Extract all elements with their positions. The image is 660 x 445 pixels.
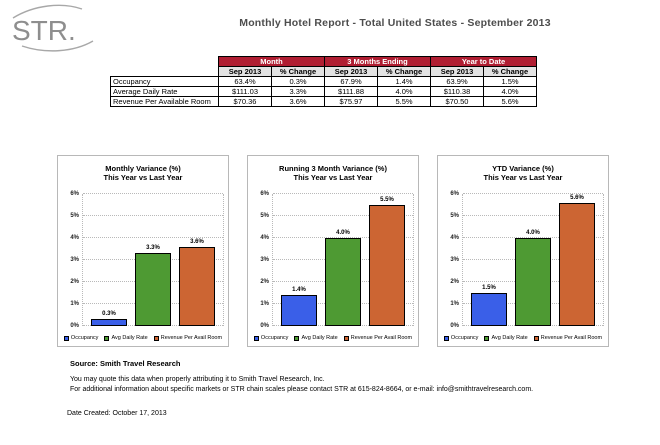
- plot-area: [272, 194, 414, 326]
- legend-item-revenue-per-avail-room: [344, 335, 412, 341]
- cell-value: 4.0%: [484, 87, 537, 97]
- legend-swatch-icon: [154, 336, 159, 341]
- cell-value: 1.5%: [484, 77, 537, 87]
- summary-table: [110, 56, 537, 107]
- page-title: Monthly Hotel Report - Total United States - September 2013: [239, 17, 551, 29]
- y-tick-label: 4%: [450, 235, 459, 241]
- plot-area: [462, 194, 604, 326]
- bar-avg-daily-rate: [515, 238, 551, 326]
- y-tick-label: 3%: [450, 257, 459, 263]
- bar-revenue-per-avail-room: [179, 247, 215, 326]
- y-tick-label: 1%: [450, 301, 459, 307]
- chart-panel-3: [437, 155, 609, 347]
- col-header: Sep 2013: [219, 67, 272, 77]
- str-logo: [10, 4, 100, 52]
- chart-legend: [438, 335, 608, 341]
- cell-value: 4.0%: [378, 87, 431, 97]
- legend-swatch-icon: [444, 336, 449, 341]
- chart-title: Running 3 Month Variance (%): [279, 164, 387, 173]
- y-tick-label: 5%: [450, 213, 459, 219]
- bar-value-label: 5.6%: [570, 195, 584, 201]
- cell-value: $111.03: [219, 87, 272, 97]
- legend-label: Revenue Per Avail Room: [540, 335, 603, 341]
- legend-swatch-icon: [104, 336, 109, 341]
- plot-area: [82, 194, 224, 326]
- bar-value-label: 4.0%: [526, 230, 540, 236]
- legend-item-occupancy: [254, 335, 289, 341]
- cell-value: 63.4%: [219, 77, 272, 87]
- row-label: Occupancy: [111, 77, 219, 87]
- row-label: Average Daily Rate: [111, 87, 219, 97]
- bar-value-label: 0.3%: [102, 311, 116, 317]
- legend-label: Avg Daily Rate: [301, 335, 338, 341]
- bar-avg-daily-rate: [135, 253, 171, 326]
- cell-value: $111.88: [325, 87, 378, 97]
- legend-item-avg-daily-rate: [484, 335, 527, 341]
- y-tick-label: 6%: [450, 191, 459, 197]
- y-tick-label: 0%: [260, 323, 269, 329]
- y-tick-label: 3%: [70, 257, 79, 263]
- chart-legend: [248, 335, 418, 341]
- chart-panel-1: [57, 155, 229, 347]
- logo-text: STR.: [12, 15, 76, 46]
- chart-subtitle: This Year vs Last Year: [293, 173, 373, 182]
- grid-line: [83, 237, 223, 238]
- y-tick-label: 2%: [70, 279, 79, 285]
- charts-row: [57, 155, 609, 347]
- bar-value-label: 3.3%: [146, 245, 160, 251]
- chart-subtitle: This Year vs Last Year: [483, 173, 563, 182]
- col-header: Sep 2013: [325, 67, 378, 77]
- legend-item-revenue-per-avail-room: [534, 335, 602, 341]
- col-header: Sep 2013: [431, 67, 484, 77]
- date-created: Date Created: October 17, 2013: [67, 410, 167, 417]
- bar-occupancy: [471, 293, 507, 326]
- col-header: % Change: [272, 67, 325, 77]
- chart-legend: [58, 335, 228, 341]
- legend-item-occupancy: [444, 335, 479, 341]
- y-tick-label: 0%: [70, 323, 79, 329]
- group-header-ytd: Year to Date: [431, 57, 537, 67]
- bar-value-label: 3.6%: [190, 239, 204, 245]
- col-header: % Change: [484, 67, 537, 77]
- table-group-header-row: [111, 57, 537, 67]
- y-tick-label: 5%: [70, 213, 79, 219]
- bar-value-label: 1.5%: [482, 285, 496, 291]
- y-tick-label: 6%: [260, 191, 269, 197]
- legend-swatch-icon: [294, 336, 299, 341]
- cell-value: $110.38: [431, 87, 484, 97]
- str-logo-icon: [10, 4, 100, 52]
- footer-note-1: You may quote this data when properly attributing it to Smith Travel Research, Inc.: [70, 376, 325, 383]
- group-header-month: Month: [219, 57, 325, 67]
- bar-value-label: 5.5%: [380, 197, 394, 203]
- y-tick-label: 4%: [70, 235, 79, 241]
- source-line: Source: Smith Travel Research: [70, 359, 181, 368]
- y-tick-label: 3%: [260, 257, 269, 263]
- legend-label: Avg Daily Rate: [491, 335, 528, 341]
- table-row-occupancy: [111, 77, 537, 87]
- bar-avg-daily-rate: [325, 238, 361, 326]
- bar-occupancy: [281, 295, 317, 326]
- chart-title: Monthly Variance (%): [105, 164, 181, 173]
- table-row-revpar: [111, 97, 537, 107]
- cell-value: 5.6%: [484, 97, 537, 107]
- y-tick-label: 2%: [260, 279, 269, 285]
- col-header: % Change: [378, 67, 431, 77]
- row-label: Revenue Per Available Room: [111, 97, 219, 107]
- legend-label: Occupancy: [450, 335, 479, 341]
- cell-value: 67.9%: [325, 77, 378, 87]
- y-tick-label: 6%: [70, 191, 79, 197]
- chart-panel-2: [247, 155, 419, 347]
- cell-value: 5.5%: [378, 97, 431, 107]
- bar-value-label: 1.4%: [292, 287, 306, 293]
- legend-swatch-icon: [64, 336, 69, 341]
- legend-label: Avg Daily Rate: [111, 335, 148, 341]
- chart-title: YTD Variance (%): [492, 164, 554, 173]
- bar-occupancy: [91, 319, 127, 326]
- y-tick-label: 0%: [450, 323, 459, 329]
- legend-label: Occupancy: [260, 335, 289, 341]
- grid-line: [83, 215, 223, 216]
- legend-swatch-icon: [484, 336, 489, 341]
- legend-swatch-icon: [534, 336, 539, 341]
- chart-subtitle: This Year vs Last Year: [103, 173, 183, 182]
- table-corner-blank: [111, 67, 219, 77]
- cell-value: $75.97: [325, 97, 378, 107]
- y-tick-label: 1%: [260, 301, 269, 307]
- legend-label: Revenue Per Avail Room: [350, 335, 413, 341]
- group-header-3-months: 3 Months Ending: [325, 57, 431, 67]
- grid-line: [463, 193, 603, 194]
- cell-value: 63.9%: [431, 77, 484, 87]
- table-row-adr: [111, 87, 537, 97]
- footer-note-2: For additional information about specific markets or STR chain scales please contact STR at 615-824-8664, or e-mail: info@smithtravelresearch.com.: [70, 386, 534, 393]
- legend-swatch-icon: [344, 336, 349, 341]
- y-tick-label: 1%: [70, 301, 79, 307]
- cell-value: 0.3%: [272, 77, 325, 87]
- y-tick-label: 4%: [260, 235, 269, 241]
- cell-value: 3.6%: [272, 97, 325, 107]
- table-subheader-row: [111, 67, 537, 77]
- bar-revenue-per-avail-room: [369, 205, 405, 326]
- legend-item-avg-daily-rate: [294, 335, 337, 341]
- legend-item-avg-daily-rate: [104, 335, 147, 341]
- cell-value: 1.4%: [378, 77, 431, 87]
- y-tick-label: 2%: [450, 279, 459, 285]
- legend-item-revenue-per-avail-room: [154, 335, 222, 341]
- table-corner-blank: [111, 57, 219, 67]
- legend-item-occupancy: [64, 335, 99, 341]
- bar-revenue-per-avail-room: [559, 203, 595, 326]
- grid-line: [83, 193, 223, 194]
- legend-swatch-icon: [254, 336, 259, 341]
- cell-value: $70.36: [219, 97, 272, 107]
- cell-value: $70.50: [431, 97, 484, 107]
- grid-line: [273, 193, 413, 194]
- legend-label: Occupancy: [70, 335, 99, 341]
- y-tick-label: 5%: [260, 213, 269, 219]
- cell-value: 3.3%: [272, 87, 325, 97]
- legend-label: Revenue Per Avail Room: [160, 335, 223, 341]
- bar-value-label: 4.0%: [336, 230, 350, 236]
